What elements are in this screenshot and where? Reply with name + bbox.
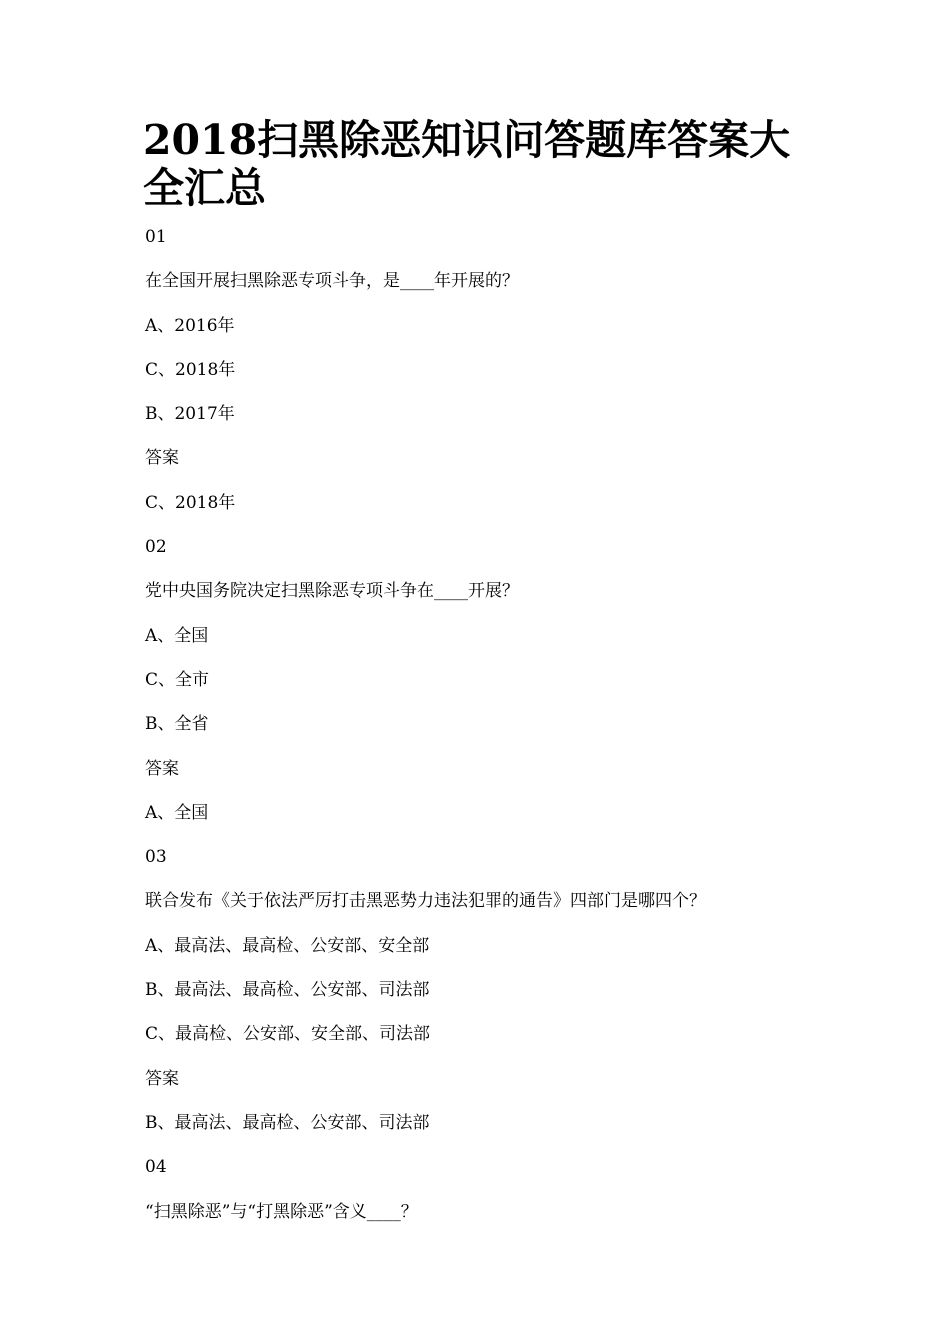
question-number: 02 [145, 537, 167, 558]
answer-label: 答案 [145, 448, 179, 469]
answer-label: 答案 [145, 1068, 179, 1089]
option: B、2017年 [145, 404, 235, 425]
question-text: 在全国开展扫黑除恶专项斗争，是____年开展的？ [145, 271, 519, 292]
option: C、2018年 [145, 359, 236, 380]
document-title: 2018扫黑除恶知识问答题库答案大全汇总 [143, 116, 791, 212]
question-list [145, 222, 845, 1241]
option: C、最高检、公安部、安全部、司法部 [145, 1024, 431, 1045]
answer-label: 答案 [145, 758, 179, 779]
option: A、2016年 [145, 315, 235, 336]
option: B、最高法、最高检、公安部、司法部 [145, 980, 430, 1001]
question-number: 01 [145, 227, 167, 247]
option: A、最高法、最高检、公安部、安全部 [145, 935, 430, 956]
option: B、全省 [145, 714, 209, 735]
question-number: 03 [145, 847, 167, 868]
option: C、全市 [145, 669, 210, 690]
question-number: 04 [145, 1157, 167, 1178]
question-text: 联合发布《关于依法严厉打击黑恶势力违法犯罪的通告》四部门是哪四个？ [145, 891, 706, 912]
answer-value: A、全国 [145, 802, 209, 823]
answer-value: B、最高法、最高检、公安部、司法部 [145, 1112, 430, 1133]
question-text: “扫黑除恶”与“打黑除恶”含义____？ [145, 1201, 418, 1222]
question-text: 党中央国务院决定扫黑除恶专项斗争在____开展？ [145, 581, 519, 602]
option: A、全国 [145, 625, 209, 646]
answer-value: C、2018年 [145, 492, 236, 513]
